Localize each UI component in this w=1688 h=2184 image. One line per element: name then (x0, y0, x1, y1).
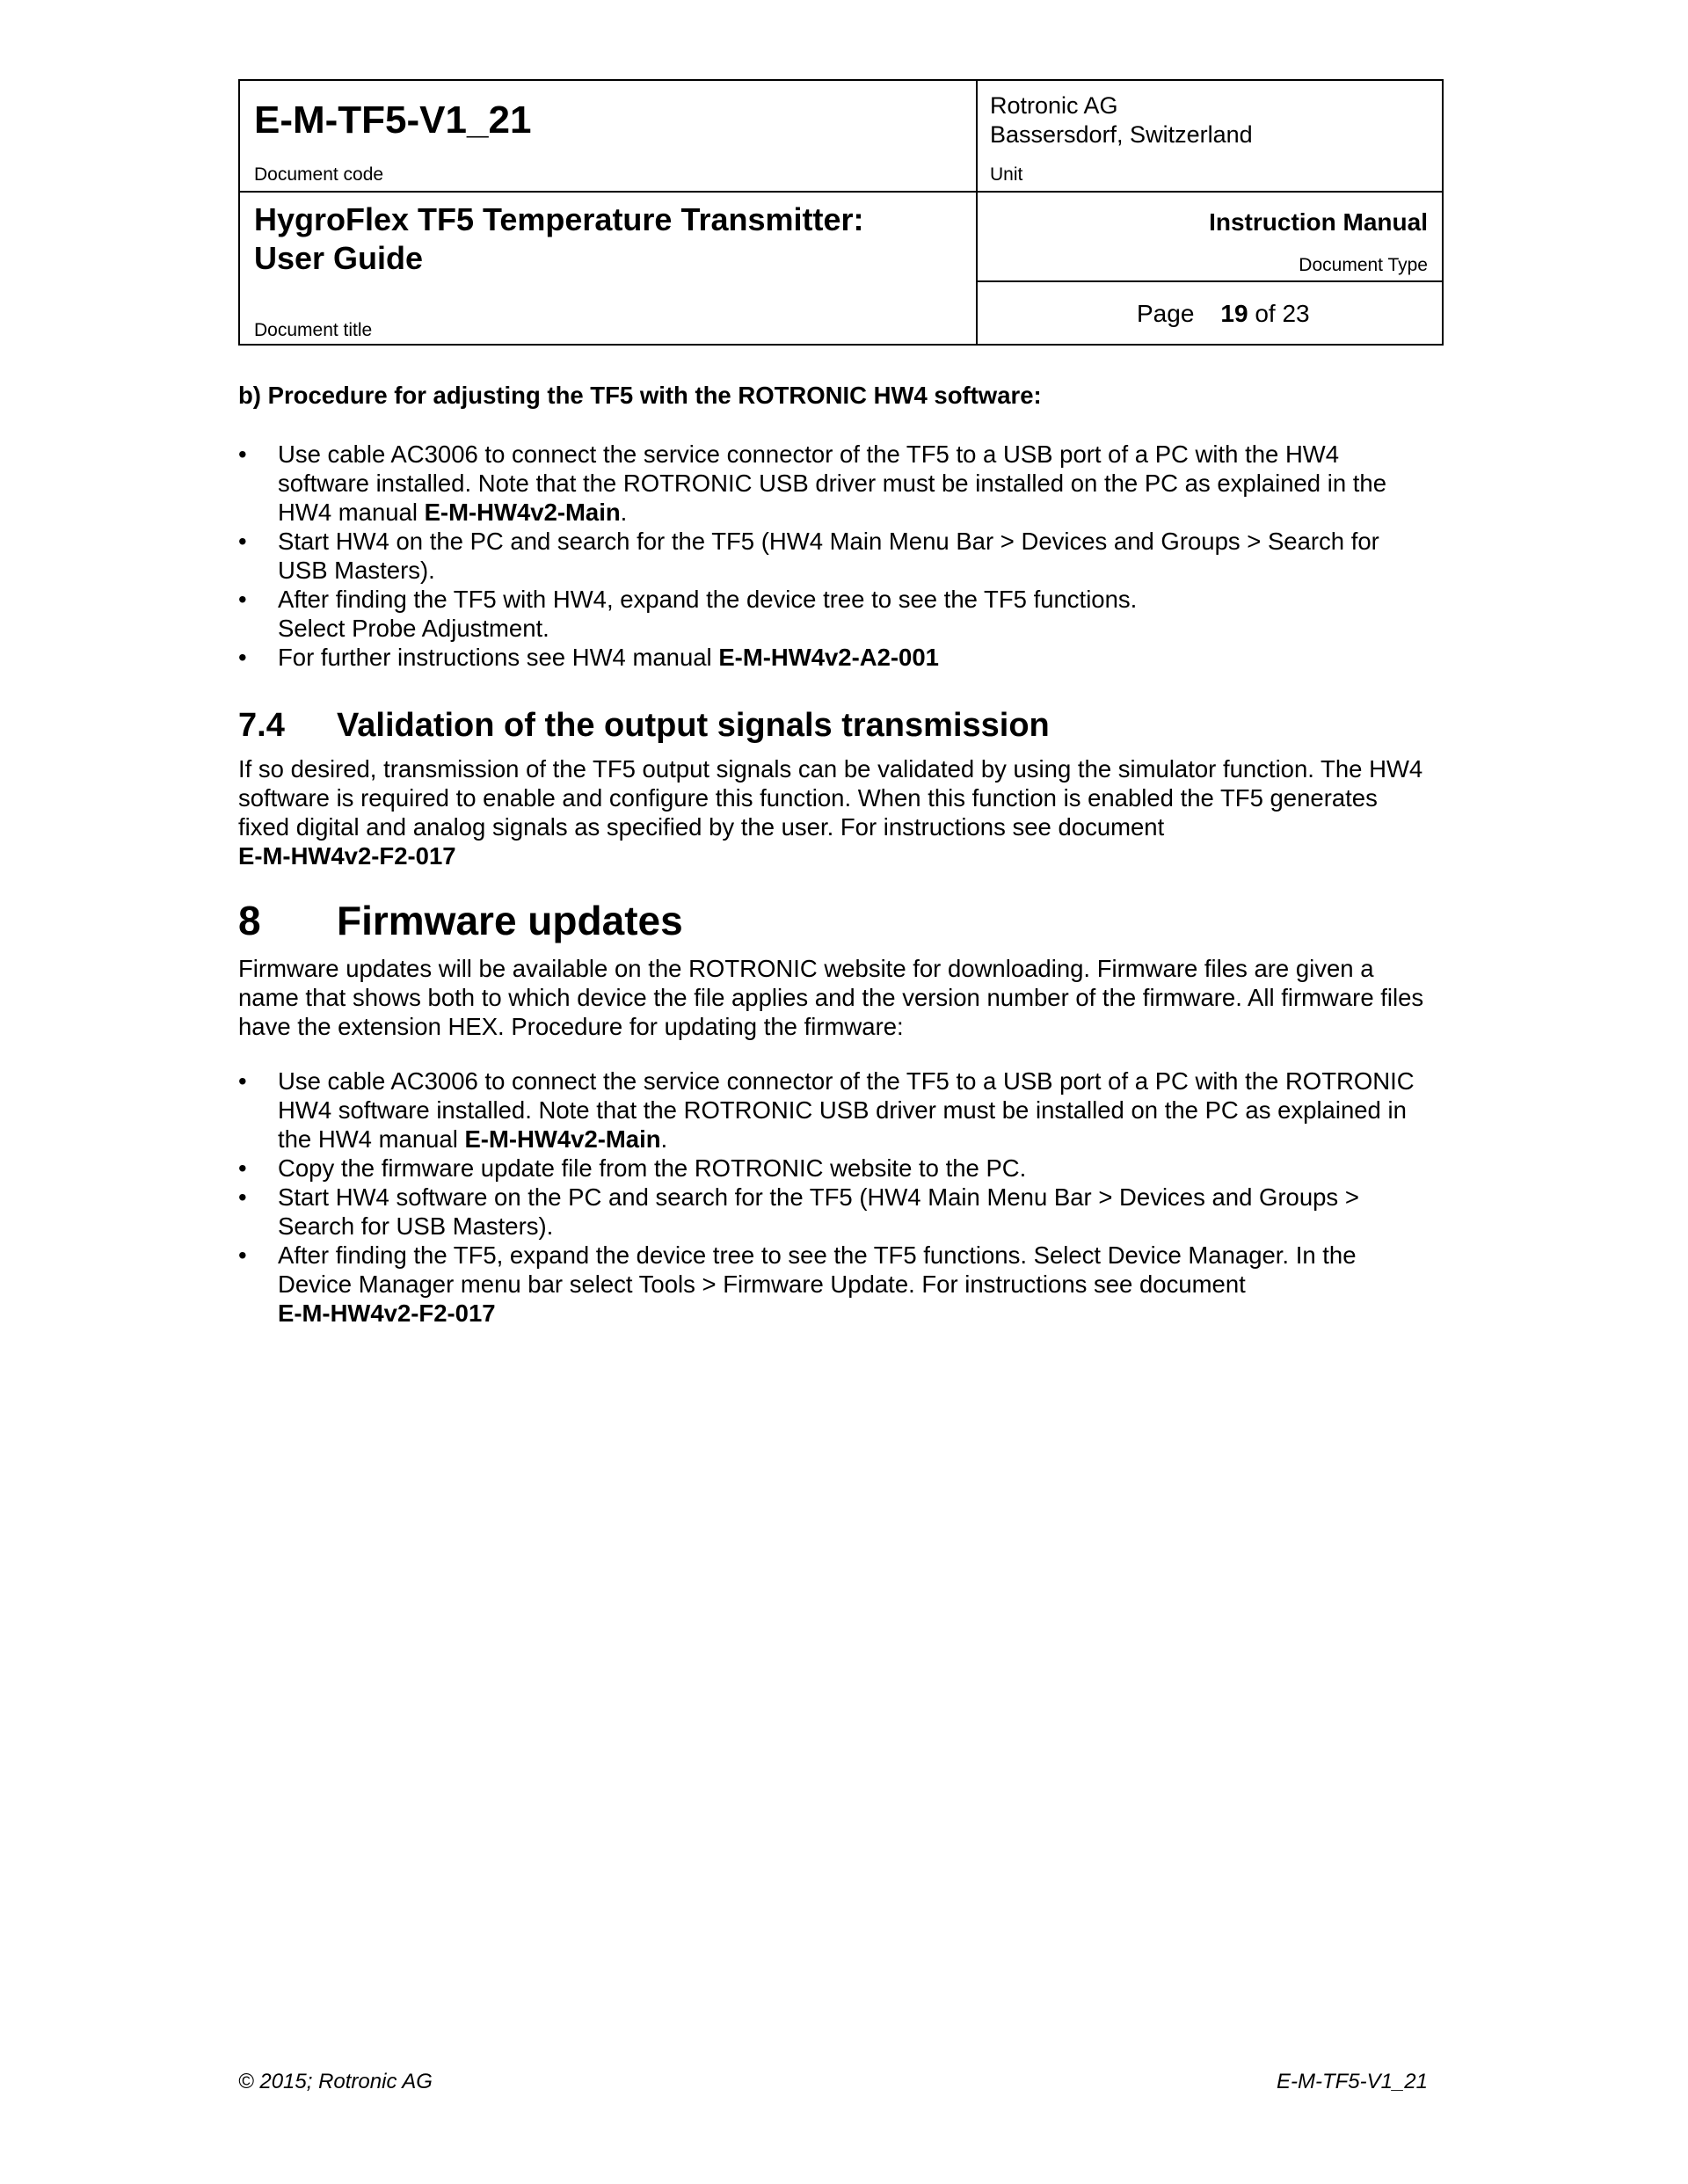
page-number (1137, 300, 1310, 328)
section-8-heading (238, 897, 1452, 944)
section-number: 8 (238, 898, 261, 943)
document-reference: E-M-HW4v2-F2-017 (278, 1299, 496, 1327)
list-item: • Use cable AC3006 to connect the service connector of the TF5 to a USB port of a PC with the ROTRONIC HW4 software installed. Note that the ROTRONIC USB driver must be installed on the PC as explained in the HW4 manual E-M-HW4v2-Main. (238, 1067, 1415, 1153)
document-title (254, 200, 864, 278)
list-item: • Copy the firmware update file from the ROTRONIC website to the PC. (238, 1154, 1027, 1182)
manual-reference: E-M-HW4v2-Main (424, 499, 621, 526)
list-item: • Use cable AC3006 to connect the service connector of the TF5 to a USB port of a PC with the HW4 software installed. Note that the ROTRONIC USB driver must be installed on the PC as explained in the HW4 manual E-M-HW4v2-Main. (238, 440, 1387, 526)
section-title: Firmware updates (337, 898, 683, 943)
section-7-4-paragraph: If so desired, transmission of the TF5 output signals can be validated by using the simulator function. The HW4 software is required to enable and configure this function. When this function is enabled the TF5 generates fixed digital and analog signals as specified by the user. For instructions see document E-M-HW4v2-F2-017 (238, 755, 1423, 870)
section-number: 7.4 (238, 707, 285, 744)
bullet-icon: • (238, 1067, 247, 1095)
list-item: • After finding the TF5, expand the device tree to see the TF5 functions. Select Device Manager. In the Device Manager menu bar select Tools > Firmware Update. For instructions see document E-M-HW4v2-F2-017 (238, 1241, 1357, 1327)
header-divider-page (976, 280, 1444, 282)
list-item: • After finding the TF5 with HW4, expand the device tree to see the TF5 functions. Select Probe Adjustment. (238, 586, 1138, 642)
document-header-table (238, 79, 1444, 346)
document-title-caption: Document title (254, 320, 373, 340)
header-divider-horizontal (240, 191, 1442, 193)
section-7-4-heading (238, 705, 1452, 746)
procedure-list-container (238, 440, 1408, 672)
list-item: • For further instructions see HW4 manual E-M-HW4v2-A2-001 (238, 644, 939, 671)
document-type: Instruction Manual (1209, 208, 1428, 236)
section-8-paragraph: Firmware updates will be available on the ROTRONIC website for downloading. Firmware files are given a name that shows both to which device the file applies and the version number of the firmware. All firmware files have the extension HEX. Procedure for updating the firmware: (238, 955, 1424, 1040)
bullet-icon: • (238, 528, 247, 555)
document-title-line1: HygroFlex TF5 Temperature Transmitter: (254, 201, 864, 237)
unit-caption: Unit (990, 164, 1023, 185)
procedure-list (238, 440, 1408, 672)
unit-location: Bassersdorf, Switzerland (990, 121, 1253, 148)
page-total: of 23 (1255, 300, 1310, 327)
section-title: Validation of the output signals transmission (337, 707, 1050, 744)
manual-reference: E-M-HW4v2-A2-001 (718, 644, 939, 671)
bullet-icon: • (238, 1154, 247, 1182)
unit-value (990, 91, 1253, 149)
document-code-caption: Document code (254, 164, 384, 185)
document-title-line2: User Guide (254, 240, 424, 276)
bullet-icon: • (238, 1241, 247, 1269)
list-item: • Start HW4 on the PC and search for the TF5 (HW4 Main Menu Bar > Devices and Groups > Search for USB Masters). (238, 528, 1379, 584)
bullet-icon: • (238, 644, 247, 671)
bullet-icon: • (238, 440, 247, 468)
bullet-icon: • (238, 1183, 247, 1211)
document-reference: E-M-HW4v2-F2-017 (238, 842, 456, 870)
list-item: • Start HW4 software on the PC and search for the TF5 (HW4 Main Menu Bar > Devices and Groups > Search for USB Masters). (238, 1183, 1359, 1240)
page-label: Page (1137, 300, 1195, 327)
page-current: 19 (1220, 300, 1248, 327)
procedure-heading: b) Procedure for adjusting the TF5 with the ROTRONIC HW4 software: (238, 382, 1042, 409)
document-type-caption: Document Type (1299, 255, 1428, 275)
footer-document-code: E-M-TF5-V1_21 (1276, 2070, 1428, 2093)
manual-reference: E-M-HW4v2-Main (464, 1125, 661, 1153)
document-code: E-M-TF5-V1_21 (254, 98, 532, 142)
unit-company: Rotronic AG (990, 92, 1118, 119)
firmware-list (238, 1067, 1416, 1328)
footer-copyright: © 2015; Rotronic AG (238, 2070, 433, 2093)
bullet-icon: • (238, 586, 247, 613)
firmware-list-container (238, 1067, 1416, 1328)
header-divider-vertical (976, 81, 978, 344)
